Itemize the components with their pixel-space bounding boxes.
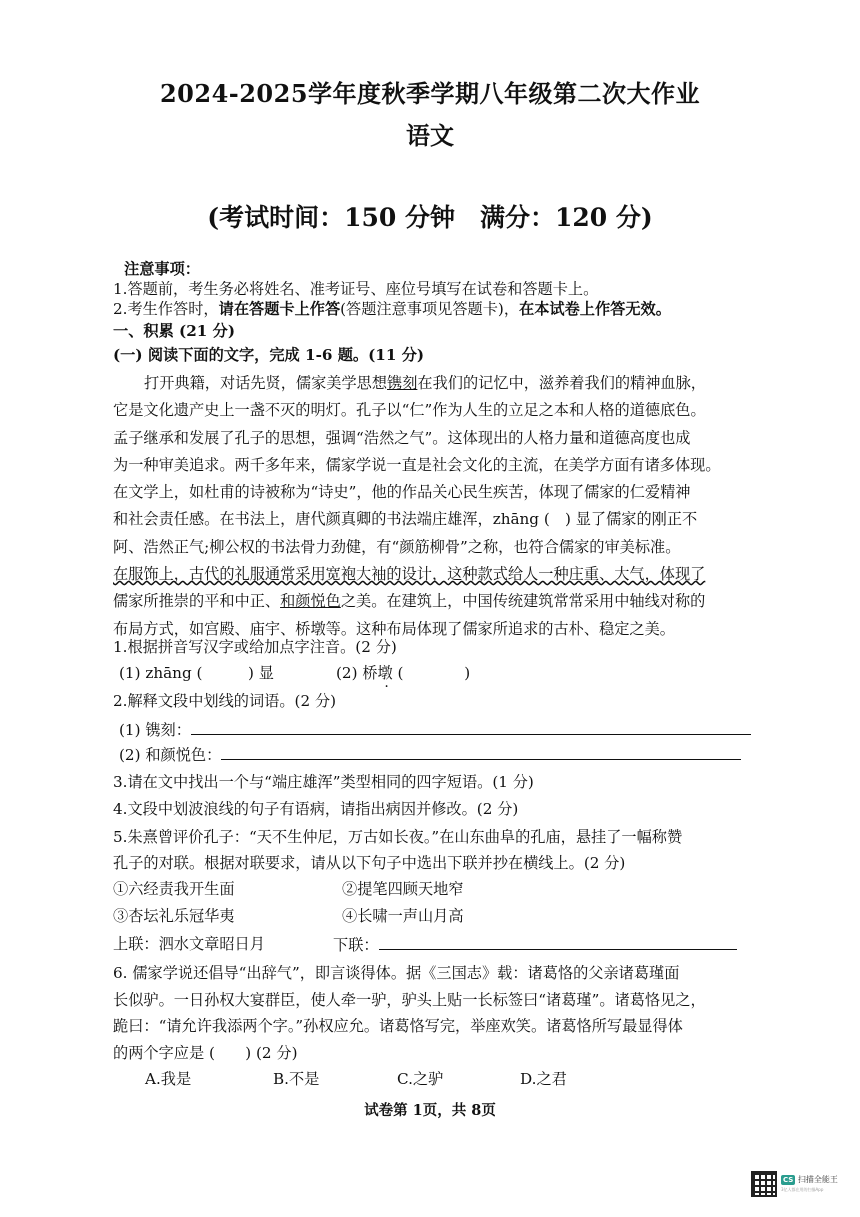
question-2-part-2 — [119, 743, 769, 766]
notes-item-2 — [113, 298, 763, 320]
question-2: 2.解释文段中划线的词语。(2 分) — [113, 692, 337, 710]
q2-part-2-label: (2) 和颜悦色： — [119, 746, 222, 764]
page-footer: 试卷第 1页，共 8页 — [364, 1102, 496, 1119]
q6-line: 的两个字应是 ( ) (2 分) — [113, 1043, 298, 1062]
passage-line: 布局方式，如宫殿、庙宇、桥墩等。这种布局体现了儒家所追求的古朴、稳定之美。 — [113, 619, 675, 638]
exam-title: 2024-2025学年度秋季学期八年级第二次大作业 — [159, 79, 701, 108]
q5-option-3: ③杏坛礼乐冠华夷 — [113, 907, 235, 925]
question-6 — [113, 960, 763, 1066]
q1-part-2-blank: ( ) — [392, 664, 471, 682]
passage-line: 和社会责任感。在书法上，唐代颜真卿的书法端庄雄浑，zhāng ( ) 显了儒家的刚正不 — [113, 510, 698, 529]
couplet-lower-label: 下联： — [333, 936, 379, 954]
q6-option-d: D.之君 — [520, 1070, 567, 1088]
question-5-line-1: 5.朱熹曾评价孔子：“天不生仲尼，万古如长夜。”在山东曲阜的孔庙，悬挂了一幅称赞 — [113, 828, 683, 846]
q6-option-b: B.不是 — [273, 1070, 320, 1088]
cs-logo-icon: CS — [783, 1175, 794, 1184]
scanner-watermark — [751, 1170, 843, 1198]
notes-heading: 注意事项： — [124, 260, 200, 278]
passage-line: 孟子继承和发展了孔子的思想，强调“浩然之气”。这体现出的人格力量和道德高度也成 — [113, 428, 691, 447]
notes-item-2-detail: (答题注意事项见答题卡)， — [340, 300, 520, 318]
notes-item-2-warning: 在本试卷上作答无效。 — [519, 300, 671, 318]
passage-line: 它是文化遗产史上一盏不灭的明灯。孔子以“仁”作为人生的立足之本和人格的道德底色。 — [113, 401, 706, 420]
underlined-word-heyanyuese: 和颜悦色 — [280, 592, 341, 611]
q5-option-4: ④长啸一声山月高 — [342, 907, 464, 925]
passage-line: 阿、浩然正气;柳公权的书法骨力劲健，有“颜筋柳骨”之称，也符合儒家的审美标准。 — [113, 537, 681, 556]
question-3: 3.请在文中找出一个与“端庄雄浑”类型相同的四字短语。(1 分) — [113, 773, 534, 791]
answer-line[interactable] — [379, 933, 737, 950]
question-1-part-1: (1) zhāng ( ) 显 — [119, 664, 274, 682]
subject-title: 语文 — [406, 121, 454, 150]
q5-option-2: ②提笔四顾天地窄 — [342, 880, 464, 898]
passage-line: 在文学上，如杜甫的诗被称为“诗史”，他的作品关心民生疾苦，体现了儒家的仁爱精神 — [113, 483, 691, 502]
passage-text: 儒家所推崇的平和中正、 — [113, 592, 281, 611]
couplet-upper: 上联：泗水文章昭日月 — [113, 935, 265, 953]
dotted-character: 墩 — [377, 664, 393, 682]
reading-passage — [113, 370, 763, 643]
q5-option-1: ①六经责我开生面 — [113, 880, 235, 898]
passage-line: 为一种审美追求。两千多年来，儒家学说一直是社会文化的主流，在美学方面有诸多体现。 — [113, 455, 721, 474]
section-1-heading: 一、积累 (21 分) — [113, 322, 236, 340]
q6-line: 6. 儒家学说还倡导“出辞气”，即言谈得体。据《三国志》载：诸葛恪的父亲诸葛瑾面 — [113, 964, 680, 982]
q6-line: 长似驴。一日孙权大宴群臣，使人牵一驴，驴头上贴一长标签曰“诸葛瑾”。诸葛恪见之， — [113, 990, 706, 1009]
couplet-lower — [333, 933, 737, 955]
q6-line: 跪曰：“请允许我添两个字。”孙权应允。诸葛恪写完，举座欢笑。诸葛恪所写最显得体 — [113, 1017, 683, 1035]
exam-time-info: (考试时间：150 分钟 满分：120 分) — [207, 203, 653, 232]
answer-line[interactable] — [191, 718, 751, 735]
notes-item-2-text: 2.考生作答时， — [113, 300, 219, 318]
passage-line-wavy: 在服饰上，古代的礼服通常采用宽袍大袖的设计，这种款式给人一种庄重、大气，体现了 — [113, 565, 706, 584]
scanner-app-name: 扫描全能王 — [797, 1174, 838, 1184]
passage-text: 在我们的记忆中，滋养着我们的精神血脉， — [417, 374, 706, 392]
section-1-sub-heading: (一) 阅读下面的文字，完成 1-6 题。(11 分) — [113, 346, 425, 364]
notes-item-2-emphasis: 请在答题卡上作答 — [218, 300, 341, 318]
q6-option-c: C.之驴 — [397, 1070, 444, 1088]
question-4: 4.文段中划波浪线的句子有语病，请指出病因并修改。(2 分) — [113, 800, 519, 818]
q2-part-1-label: (1) 镌刻： — [119, 721, 191, 739]
passage-line — [113, 370, 763, 397]
notes-item-1: 1.答题前，考生务必将姓名、准考证号、座位号填写在试卷和答题卡上。 — [113, 280, 599, 298]
question-1: 1.根据拼音写汉字或给加点字注音。(2 分) — [113, 638, 397, 656]
question-1-part-2 — [336, 662, 860, 684]
passage-line — [113, 588, 763, 615]
underlined-word-juanke: 镌刻 — [387, 374, 418, 392]
scanner-label — [781, 1175, 838, 1194]
answer-line[interactable] — [221, 743, 741, 760]
q6-option-a: A.我是 — [145, 1070, 192, 1088]
question-5-line-2: 孔子的对联。根据对联要求，请从以下句子中选出下联并抄在横线上。(2 分) — [113, 854, 626, 872]
qr-code-icon — [751, 1171, 777, 1197]
question-2-part-1 — [119, 718, 769, 741]
passage-text: 之美。在建筑上，中国传统建筑常常采用中轴线对称的 — [340, 592, 706, 611]
passage-text: 打开典籍，对话先贤，儒家美学思想 — [144, 374, 387, 392]
q1-part-2-label: (2) 桥 — [336, 664, 378, 682]
scanner-tagline: 3亿人都在用的扫描App — [781, 1186, 824, 1192]
